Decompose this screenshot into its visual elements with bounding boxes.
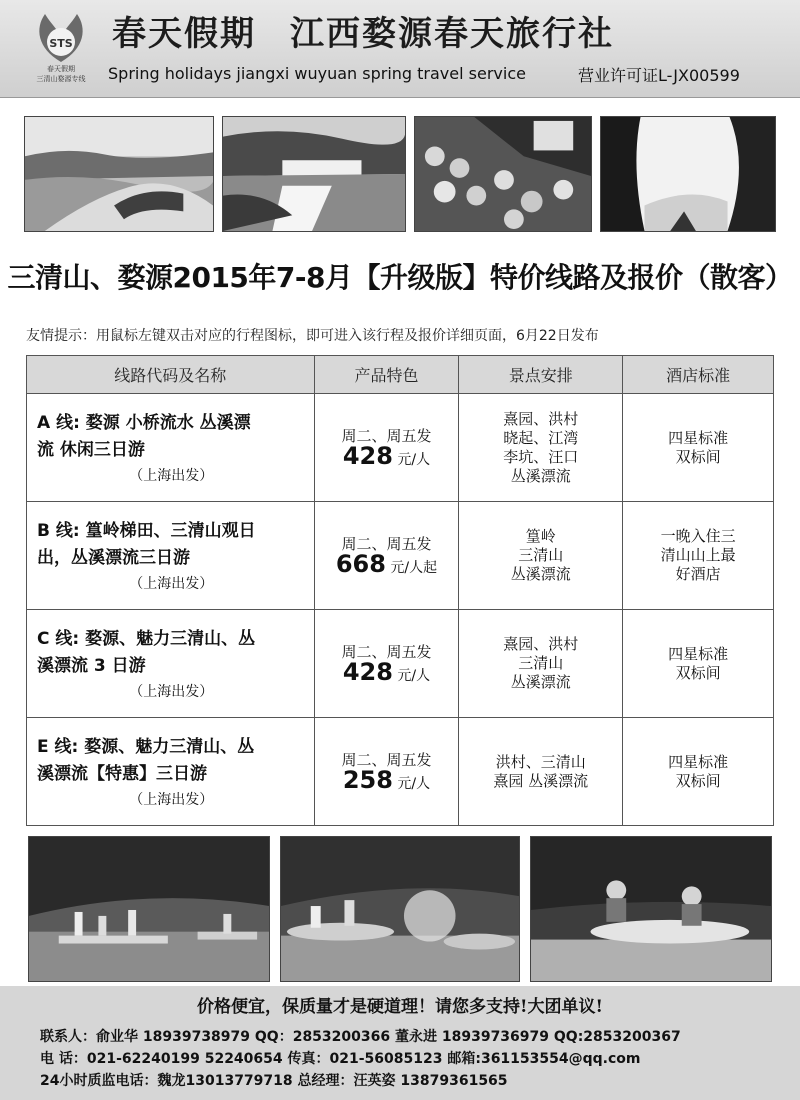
route-spots-cell <box>459 394 623 502</box>
route-name-cell[interactable] <box>27 718 315 826</box>
table-header-row <box>27 356 774 394</box>
hotel-line: 清山山上最 <box>660 546 736 564</box>
contact-line: 24小时质监电话：魏龙13013779718 总经理：汪英姿 13879361565 <box>40 1073 508 1089</box>
hotel-line: 四星标准 <box>668 428 729 447</box>
agency-name: 江西婺源春天旅行社 <box>290 14 614 54</box>
contact-footer <box>0 986 800 1100</box>
hotel-line: 四星标准 <box>668 644 729 663</box>
hotel-line: 四星标准 <box>668 752 729 771</box>
contact-line: 联系人：俞业华 18939738979 QQ：2853200366 董永进 18939736979 QQ:2853200367 <box>40 1029 681 1045</box>
logo-mark-text: STS <box>49 37 73 50</box>
spots-line: 熹园、洪村 <box>503 409 579 428</box>
agency-logo <box>22 8 100 94</box>
table-row[interactable] <box>27 610 774 718</box>
route-name-cell[interactable] <box>27 502 315 610</box>
col-hotel: 酒店标准 <box>623 356 774 394</box>
page-headline: 三清山、婺源2015年7-8月【升级版】特价线路及报价（散客） <box>7 261 793 294</box>
header-banner <box>0 0 800 98</box>
route-title-line: B 线: 篁岭梯田、三清山观日 <box>37 520 256 541</box>
agency-title-en: Spring holidays jiangxi wuyuan spring travel service <box>108 64 526 83</box>
photo-raft-paddlers <box>530 836 772 982</box>
departure-days: 周二、周五发 <box>341 427 432 445</box>
photo-drying-baskets <box>414 116 592 232</box>
price-unit: 元/人 <box>392 452 431 468</box>
route-name-cell[interactable] <box>27 610 315 718</box>
hotel-line: 双标间 <box>675 447 721 466</box>
price-unit: 元/人起 <box>385 560 438 576</box>
sts-logo-icon <box>31 8 91 64</box>
hotel-line: 一晚入住三 <box>660 527 736 545</box>
hotel-line: 好酒店 <box>675 565 721 583</box>
route-feature-cell <box>314 610 459 718</box>
price-unit: 元/人 <box>392 668 431 684</box>
photo-mountain-clouds <box>600 116 776 232</box>
departure-days: 周二、周五发 <box>341 643 432 661</box>
departure-days: 周二、周五发 <box>341 751 432 769</box>
table-row[interactable] <box>27 394 774 502</box>
route-spots-cell <box>459 610 623 718</box>
route-hotel-cell <box>623 718 774 826</box>
route-title-line: 流 休闲三日游 <box>37 439 145 460</box>
route-title-line: E 线: 婺源、魅力三清山、丛 <box>37 736 255 757</box>
photo-water-splash <box>280 836 520 982</box>
route-title-line: 溪漂流【特惠】三日游 <box>37 763 207 784</box>
footer-slogan: 价格便宜，保质量才是硬道理！请您多支持!大团单议! <box>197 997 603 1017</box>
route-price: 258 <box>342 766 393 794</box>
logo-caption-line1: 春天假期 <box>47 65 75 73</box>
spots-line: 丛溪漂流 <box>510 565 571 583</box>
route-origin: （上海出发） <box>129 683 214 700</box>
contact-line: 电 话：021-62240199 52240654 传真：021-56085123 邮箱:361153554@qq.com <box>40 1051 641 1067</box>
col-route-name: 线路代码及名称 <box>27 356 315 394</box>
spots-line: 李坑、汪口 <box>503 447 579 466</box>
photo-river-village <box>24 116 214 232</box>
hotel-line: 双标间 <box>675 771 721 790</box>
route-title-line: 出，丛溪漂流三日游 <box>37 547 190 568</box>
spots-line: 晓起、江湾 <box>503 428 579 447</box>
brand-name: 春天假期 <box>112 14 256 54</box>
spots-line: 丛溪漂流 <box>510 466 571 485</box>
logo-caption-line2: 三清山婺源专线 <box>36 75 86 83</box>
route-title-line: C 线: 婺源、魅力三清山、丛 <box>37 628 256 649</box>
photo-bamboo-rafting <box>28 836 270 982</box>
route-title-line: A 线: 婺源 小桥流水 丛溪漂 <box>37 412 251 433</box>
route-spots-cell <box>459 718 623 826</box>
spots-line: 篁岭 <box>525 527 556 545</box>
business-license: 营业许可证L-JX00599 <box>578 66 740 85</box>
routes-table <box>26 355 774 826</box>
hotel-line: 双标间 <box>675 663 721 682</box>
route-origin: （上海出发） <box>129 467 214 484</box>
departure-days: 周二、周五发 <box>341 535 432 553</box>
photo-village-lake <box>222 116 406 232</box>
route-feature-cell <box>314 502 459 610</box>
route-name-cell[interactable] <box>27 394 315 502</box>
friendly-tip: 友情提示：用鼠标左键双击对应的行程图标，即可进入该行程及报价详细页面，6月22日发布 <box>26 328 599 344</box>
route-spots-cell <box>459 502 623 610</box>
spots-line: 三清山 <box>518 546 564 564</box>
route-hotel-cell <box>623 610 774 718</box>
spots-line: 三清山 <box>518 654 564 672</box>
route-price: 668 <box>335 550 386 578</box>
spots-line: 洪村、三清山 <box>495 752 586 771</box>
spots-line: 熹园、洪村 <box>503 635 579 653</box>
col-spots: 景点安排 <box>459 356 623 394</box>
route-price: 428 <box>342 658 393 686</box>
route-price: 428 <box>342 442 393 470</box>
table-row[interactable] <box>27 718 774 826</box>
route-hotel-cell <box>623 502 774 610</box>
route-hotel-cell <box>623 394 774 502</box>
agency-title-cn <box>112 6 614 55</box>
route-title-line: 溪漂流 3 日游 <box>37 655 146 676</box>
route-feature-cell <box>314 718 459 826</box>
route-feature-cell <box>314 394 459 502</box>
price-unit: 元/人 <box>392 776 431 792</box>
table-row[interactable] <box>27 502 774 610</box>
col-features: 产品特色 <box>314 356 459 394</box>
spots-line: 丛溪漂流 <box>510 673 571 691</box>
spots-line: 熹园 丛溪漂流 <box>493 771 589 790</box>
route-origin: （上海出发） <box>129 791 214 808</box>
route-origin: （上海出发） <box>129 575 214 592</box>
